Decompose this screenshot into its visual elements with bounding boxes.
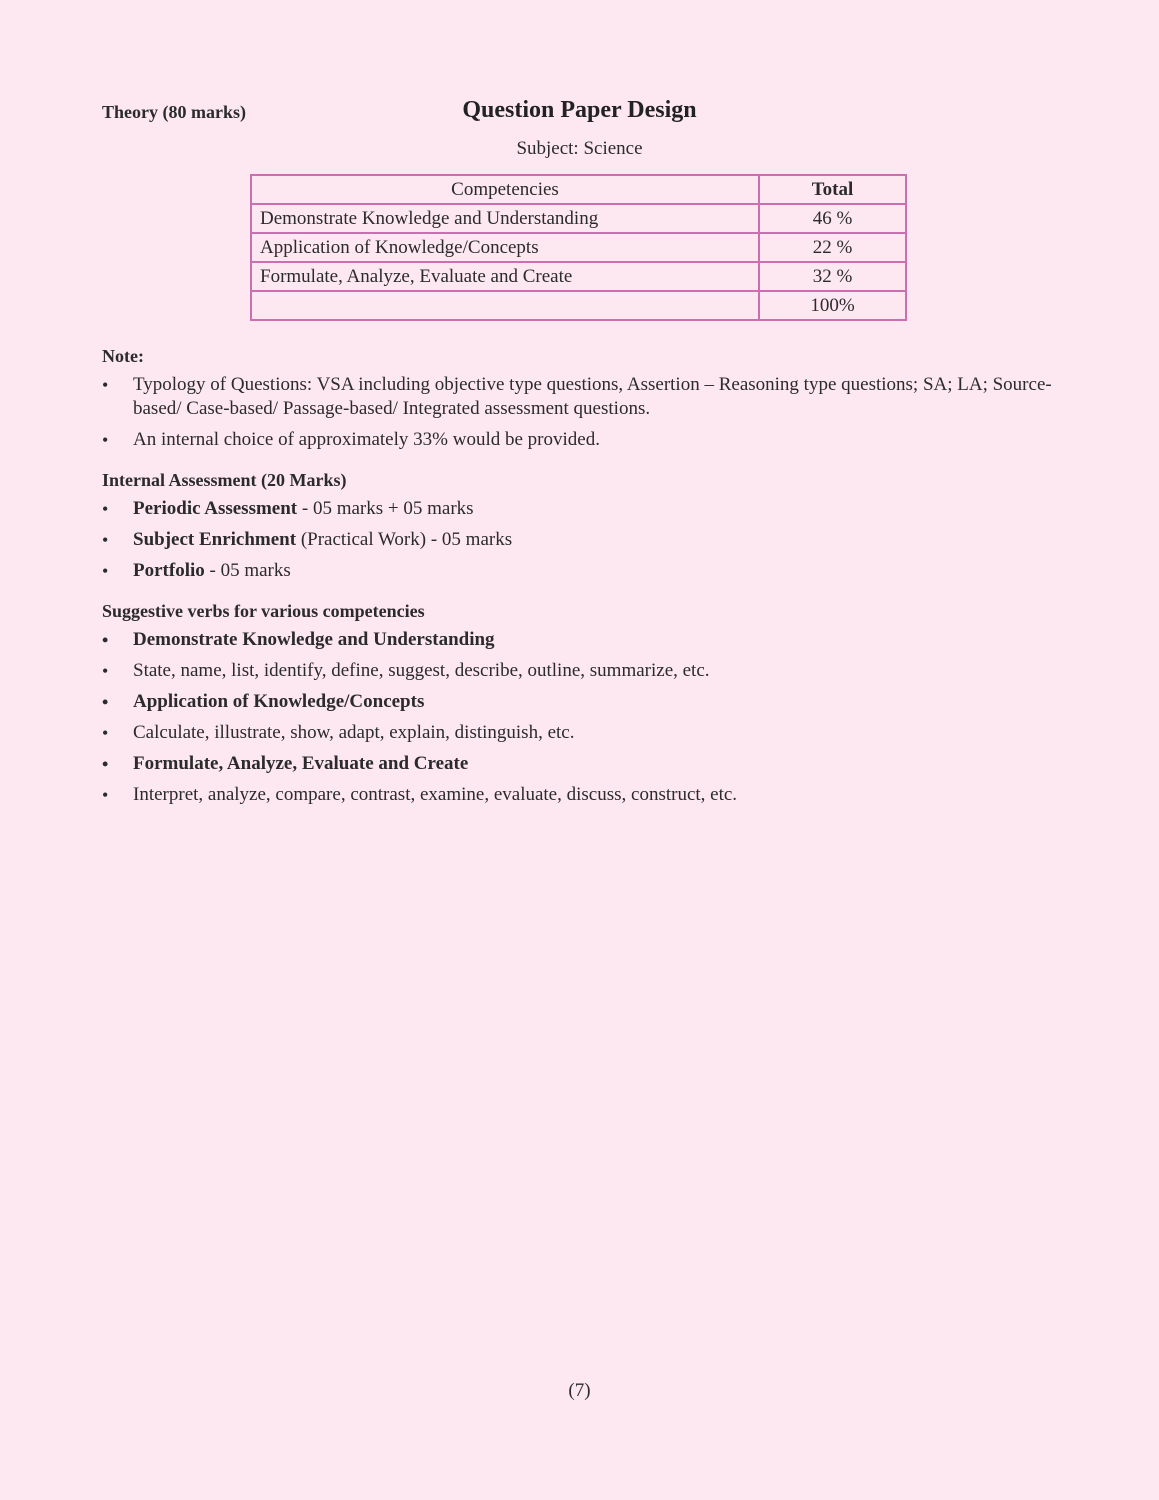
list-item: [102, 497, 1082, 521]
item-label: Portfolio: [133, 560, 205, 581]
list-item: [102, 559, 1082, 583]
competency-cell: Application of Knowledge/Concepts: [251, 233, 759, 262]
table-row-grand-total: [251, 291, 906, 320]
list-item: • Typology of Questions: VSA including objective type questions, Assertion – Reasoning type questions; SA; LA; Source-based/ Case-based/ Passage-based/ Integrated assessment questions.: [102, 373, 1082, 421]
competency-cell: Demonstrate Knowledge and Understanding: [251, 204, 759, 233]
item-text: - 05 marks: [204, 560, 291, 581]
note-section: [102, 346, 1082, 459]
page-title: Question Paper Design: [462, 97, 697, 123]
table-header-row: [251, 175, 906, 204]
table-row: [251, 262, 906, 291]
note-heading: Note:: [102, 346, 144, 366]
note-list: [102, 373, 1082, 452]
suggestive-verbs-list: [102, 628, 1082, 807]
item-text: (Practical Work) - 05 marks: [296, 529, 513, 550]
total-cell: 46 %: [759, 204, 906, 233]
item-label: Subject Enrichment: [133, 529, 297, 550]
list-item: [102, 528, 1082, 552]
page-number: (7): [568, 1380, 591, 1401]
list-item: • An internal choice of approximately 33% would be provided.: [102, 428, 1082, 452]
suggestive-verbs-section: [102, 601, 1082, 814]
competency-cell: Formulate, Analyze, Evaluate and Create: [251, 262, 759, 291]
table-row: [251, 204, 906, 233]
internal-assessment-section: [102, 470, 1082, 590]
competencies-table: [250, 174, 907, 321]
header-competencies: Competencies: [251, 175, 759, 204]
item-label: Periodic Assessment: [133, 498, 298, 519]
list-item: • Formulate, Analyze, Evaluate and Create: [102, 752, 1082, 776]
list-item: • Interpret, analyze, compare, contrast, examine, evaluate, discuss, construct, etc.: [102, 783, 1082, 807]
table-row: [251, 233, 906, 262]
internal-assessment-heading: Internal Assessment (20 Marks): [102, 470, 347, 490]
total-cell: 32 %: [759, 262, 906, 291]
item-text: - 05 marks + 05 marks: [297, 498, 474, 519]
list-item: • Demonstrate Knowledge and Understanding: [102, 628, 1082, 652]
internal-assessment-list: [102, 497, 1082, 583]
list-item: • Calculate, illustrate, show, adapt, explain, distinguish, etc.: [102, 721, 1082, 745]
list-item: • Application of Knowledge/Concepts: [102, 690, 1082, 714]
subject-line: Subject: Science: [516, 138, 643, 159]
header-total: Total: [759, 175, 906, 204]
theory-marks-label: Theory (80 marks): [102, 102, 246, 122]
suggestive-verbs-heading: Suggestive verbs for various competencies: [102, 601, 425, 621]
competency-cell: [251, 291, 759, 320]
list-item: • State, name, list, identify, define, suggest, describe, outline, summarize, etc.: [102, 659, 1082, 683]
total-cell: 22 %: [759, 233, 906, 262]
grand-total-cell: 100%: [759, 291, 906, 320]
